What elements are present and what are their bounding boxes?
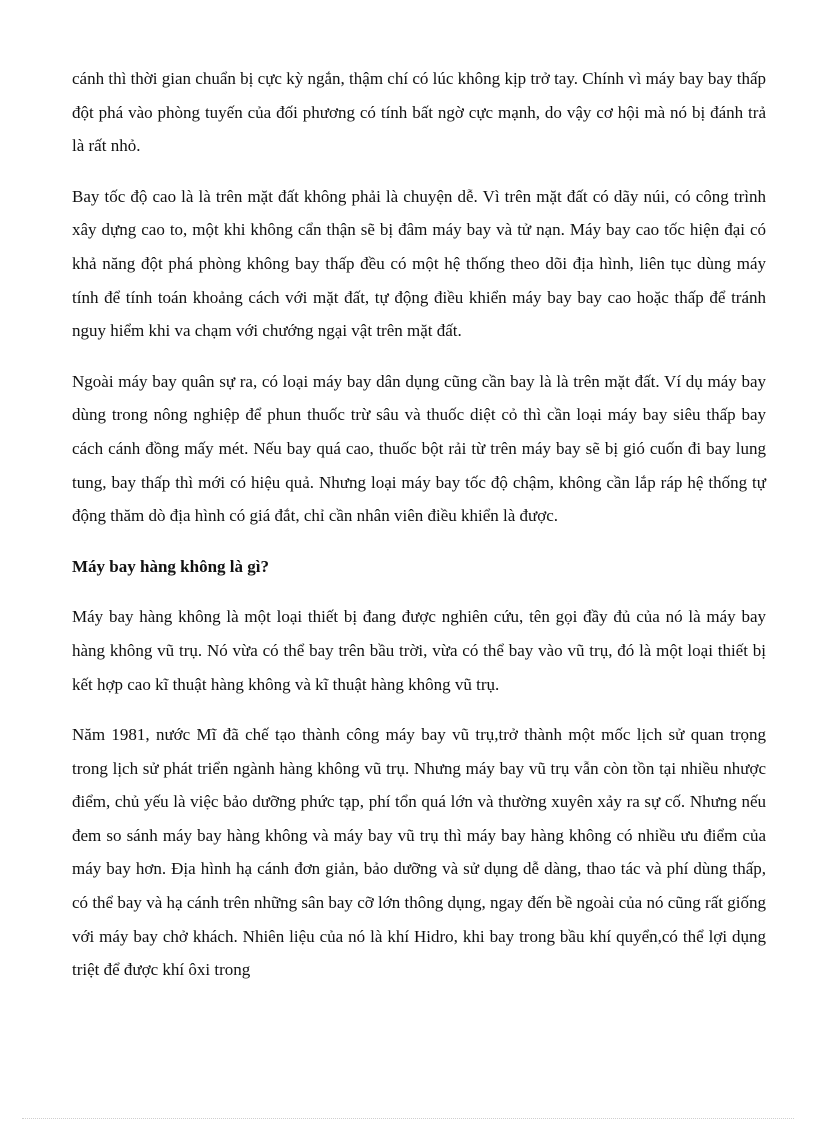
paragraph-civil-aircraft: Ngoài máy bay quân sự ra, có loại máy bay dân dụng cũng cần bay là là trên mặt đất. Ví dụ máy bay dùng trong nông nghiệp để phun thuốc trừ sâu và thuốc diệt cỏ thì cần loại máy bay siêu thấp bay cách cánh đồng mấy mét. Nếu bay quá cao, thuốc bột rải từ trên máy bay sẽ bị gió cuốn đi bay lung tung, bay thấp thì mới có hiệu quả. Nhưng loại máy bay tốc độ chậm, không cần lắp ráp hệ thống tự động thăm dò địa hình có giá đắt, chỉ cần nhân viên điều khiển là được. [72, 371, 766, 526]
document-page [72, 62, 766, 1004]
paragraph-space-shuttle-history: Năm 1981, nước Mĩ đã chế tạo thành công máy bay vũ trụ,trở thành một mốc lịch sử quan trọng trong lịch sử phát triển ngành hàng không vũ trụ. Nhưng máy bay vũ trụ vẫn còn tồn tại nhiều nhược điểm, chủ yếu là việc bảo dưỡng phức tạp, phí tổn quá lớn và thường xuyên xảy ra sự cố. Nhưng nếu đem so sánh máy bay hàng không và máy bay vũ trụ thì máy bay hàng không có nhiều ưu điểm của máy bay hơn. Địa hình hạ cánh đơn giản, bảo dưỡng và sử dụng dễ dàng, thao tác và phí dùng thấp, có thể bay và hạ cánh trên những sân bay cỡ lớn thông dụng, ngay đến bề ngoài của nó cũng rất giống với máy bay chở khách. Nhiên liệu của nó là khí Hidro, khi bay trong bầu khí quyển,có thể lợi dụng triệt để được khí ôxi trong [72, 725, 766, 980]
page-bottom-divider [22, 1118, 794, 1119]
paragraph-aerospace-plane-definition: Máy bay hàng không là một loại thiết bị đang được nghiên cứu, tên gọi đầy đủ của nó là máy bay hàng không vũ trụ. Nó vừa có thể bay trên bầu trời, vừa có thể bay vào vũ trụ, đó là một loại thiết bị kết hợp cao kĩ thuật hàng không và kĩ thuật hàng không vũ trụ. [72, 607, 766, 694]
paragraph-continued-intro: cánh thì thời gian chuẩn bị cực kỳ ngắn, thậm chí có lúc không kịp trở tay. Chính vì máy bay bay thấp đột phá vào phòng tuyến của đối phương có tính bất ngờ cực mạnh, do vậy cơ hội mà nó bị đánh trả là rất nhỏ. [72, 69, 766, 156]
paragraph-low-altitude-flight: Bay tốc độ cao là là trên mặt đất không phải là chuyện dễ. Vì trên mặt đất có dãy núi, có công trình xây dựng cao to, một khi không cẩn thận sẽ bị đâm máy bay và tử nạn. Máy bay cao tốc hiện đại có khả năng đột phá phòng không bay thấp đều có một hệ thống theo dõi địa hình, liên tục dùng máy tính để tính toán khoảng cách với mặt đất, tự động điều khiển máy bay bay cao hoặc thấp để tránh nguy hiểm khi va chạm với chướng ngại vật trên mặt đất. [72, 186, 766, 341]
section-heading: Máy bay hàng không là gì? [72, 556, 269, 576]
